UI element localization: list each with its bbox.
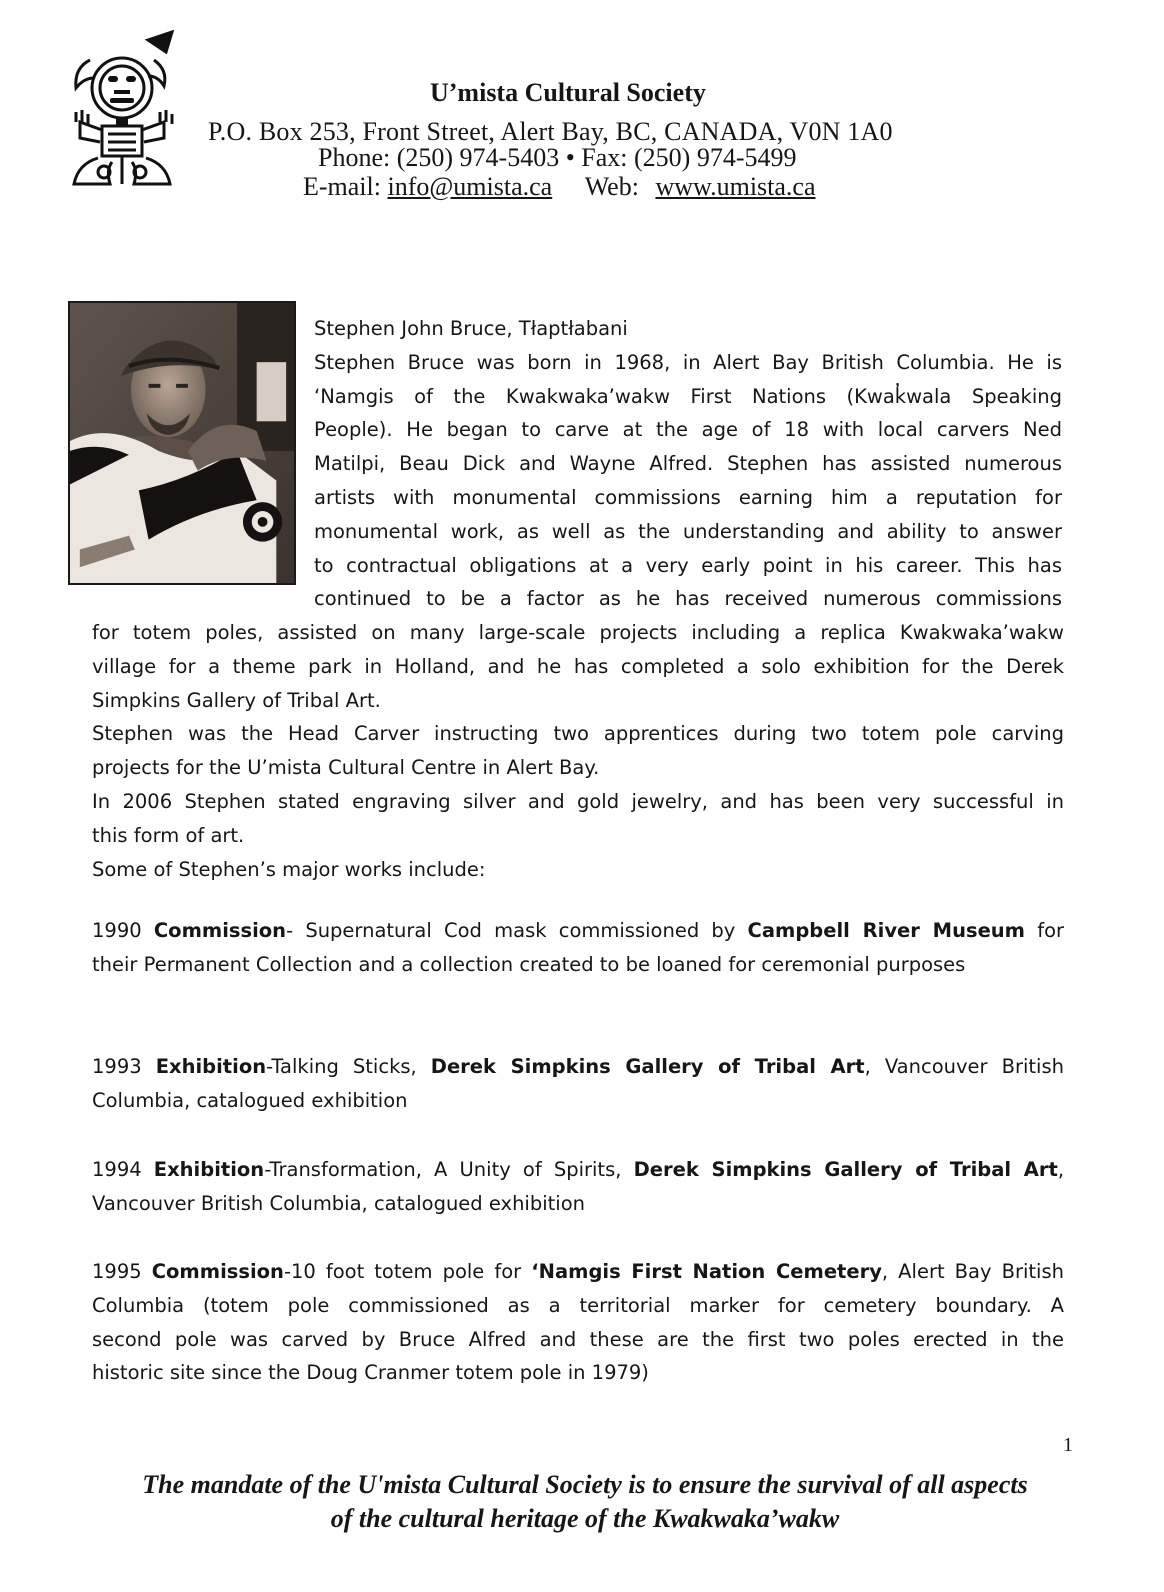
- bio-line: artists with monumental commissions earning him a reputation for: [314, 485, 1062, 509]
- website-link[interactable]: www.umista.ca: [655, 172, 816, 201]
- bio-line: continued to be a factor as he has received numerous commissions: [314, 587, 1062, 611]
- bio-line: village for a theme park in Holland, and he has completed a solo exhibition for the Derek: [92, 654, 1064, 678]
- work-line: historic site since the Doug Cranmer totem pole in 1979): [92, 1361, 649, 1385]
- portrait-photo: [68, 301, 296, 585]
- work-item: [92, 1255, 1064, 1390]
- work-year: 1994: [92, 1158, 142, 1181]
- work-line: [92, 914, 1064, 948]
- mandate-statement: [100, 1468, 1070, 1536]
- bio-line: ‘Namgis of the Kwakwaka’wakw First Nations (Kwak̓wala Speaking: [314, 384, 1062, 408]
- work-venue: Derek Simpkins Gallery of Tribal Art: [633, 1158, 1058, 1181]
- work-line: Columbia (totem pole commissioned as a territorial marker for cemetery boundary. A: [92, 1293, 1064, 1317]
- org-name: U’mista Cultural Society: [430, 78, 706, 107]
- work-text: -10 foot totem pole for: [283, 1260, 532, 1283]
- bio-line: monumental work, as well as the understanding and ability to answer: [314, 519, 1062, 543]
- bio-line: People). He began to carve at the age of 18 with local carvers Ned: [314, 418, 1062, 442]
- bio-line: Matilpi, Beau Dick and Wayne Alfred. Stephen has assisted numerous: [314, 452, 1062, 476]
- work-type: Commission: [151, 1260, 284, 1283]
- work-text: for: [1025, 919, 1065, 942]
- work-type: Exhibition: [155, 1055, 267, 1078]
- bio-line: Simpkins Gallery of Tribal Art.: [92, 688, 381, 712]
- work-type: Commission: [153, 919, 287, 942]
- bio-line: this form of art.: [92, 823, 245, 847]
- work-year: 1995: [92, 1260, 142, 1283]
- work-text: , Vancouver British: [864, 1055, 1064, 1078]
- works-intro: Some of Stephen’s major works include:: [92, 857, 486, 881]
- work-text: -Talking Sticks,: [266, 1055, 431, 1078]
- bio-body: [92, 616, 1064, 886]
- bio-line: for totem poles, assisted on many large-scale projects including a replica Kwakwaka’wakw: [92, 621, 1064, 644]
- work-venue: ‘Namgis First Nation Cemetery: [531, 1260, 882, 1283]
- bio-name: Stephen John Bruce, Tłaptłabani: [314, 317, 628, 340]
- work-text: - Supernatural Cod mask commissioned by: [286, 919, 748, 942]
- phone-fax-line: Phone: (250) 974-5403 • Fax: (250) 974-5499: [318, 143, 797, 172]
- work-venue: Derek Simpkins Gallery of Tribal Art: [430, 1055, 865, 1078]
- work-type: Exhibition: [153, 1158, 265, 1181]
- bio-line: Stephen Bruce was born in 1968, in Alert Bay British Columbia. He is: [314, 350, 1062, 374]
- mandate-line: The mandate of the U'mista Cultural Society is to ensure the survival of all aspects: [142, 1470, 1028, 1499]
- mandate-line: of the cultural heritage of the Kwakwaka’wakw: [330, 1504, 840, 1533]
- work-venue: Campbell River Museum: [747, 919, 1025, 942]
- work-year: 1993: [92, 1055, 142, 1078]
- work-line: Columbia, catalogued exhibition: [92, 1088, 408, 1112]
- work-line: [92, 1050, 1064, 1084]
- web-label: Web:: [584, 172, 639, 201]
- page-number: 1: [1063, 1434, 1073, 1456]
- work-item: [92, 1050, 1064, 1118]
- umista-logo: [68, 30, 180, 190]
- work-line: [92, 1153, 1064, 1187]
- work-text: , Alert Bay British: [881, 1260, 1064, 1283]
- email-link[interactable]: info@umista.ca: [387, 172, 553, 201]
- bio-line: projects for the U’mista Cultural Centre in Alert Bay.: [92, 756, 600, 780]
- email-label: E-mail:: [303, 172, 381, 201]
- bio-line: In 2006 Stephen stated engraving silver and gold jewelry, and has been very successful in: [92, 789, 1064, 813]
- work-line: [92, 1255, 1064, 1289]
- work-line: their Permanent Collection and a collection created to be loaned for ceremonial purposes: [92, 952, 966, 976]
- work-item: [92, 914, 1064, 982]
- work-year: 1990: [92, 919, 142, 942]
- work-text: -Transformation, A Unity of Spirits,: [264, 1158, 634, 1181]
- bio-line: Stephen was the Head Carver instructing two apprentices during two totem pole carving: [92, 722, 1064, 746]
- postal-address: P.O. Box 253, Front Street, Alert Bay, BC, CANADA, V0N 1A0: [208, 117, 893, 146]
- work-text: ,: [1057, 1158, 1065, 1181]
- work-item: [92, 1153, 1064, 1221]
- bio-line: to contractual obligations at a very early point in his career. This has: [314, 553, 1062, 577]
- work-line: Vancouver British Columbia, catalogued exhibition: [92, 1191, 585, 1215]
- work-line: second pole was carved by Bruce Alfred and these are the first two poles erected in the: [92, 1327, 1064, 1351]
- bio-intro: [314, 312, 1062, 616]
- contact-row: [303, 172, 816, 202]
